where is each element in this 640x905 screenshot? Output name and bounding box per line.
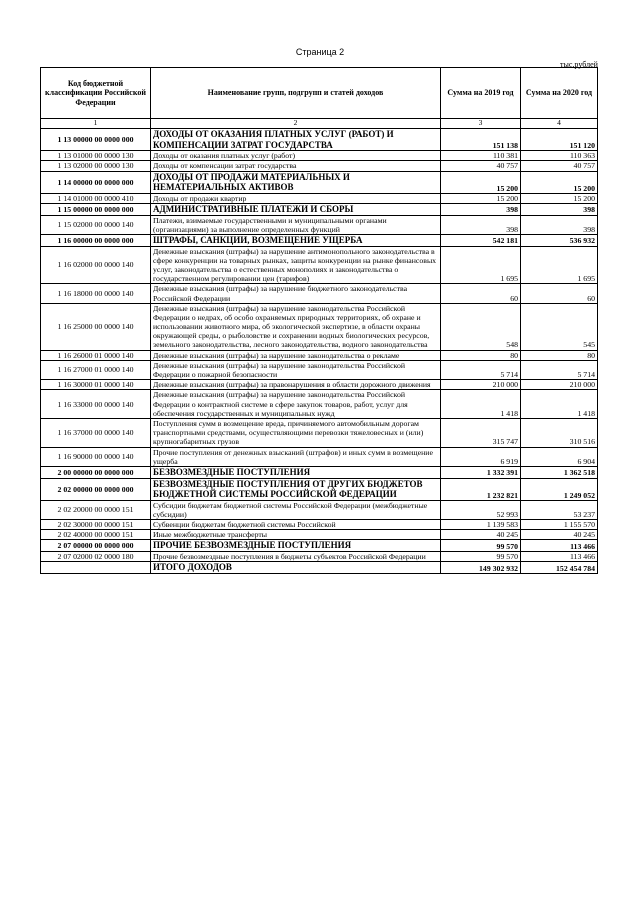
row-code: 1 16 30000 01 0000 140: [41, 380, 151, 390]
table-row: [41, 562, 598, 574]
row-code: 2 07 00000 00 0000 000: [41, 540, 151, 552]
row-sum-2019: 5 714: [441, 360, 521, 379]
row-name: Платежи, взимаемые государственными и муниципальными органами (организациями) за выполнение определенных функций: [151, 215, 441, 234]
row-name: Доходы от оказания платных услуг (работ): [151, 151, 441, 161]
row-code: [41, 562, 151, 574]
row-name: Прочие безвозмездные поступления в бюджеты субъектов Российской Федерации: [151, 552, 441, 562]
row-name: Субвенции бюджетам бюджетной системы Российской: [151, 520, 441, 530]
row-name: Поступления сумм в возмещение вреда, причиняемого автомобильным дорогам транспортными средствами, осуществляющими перевозки тяжеловесных и (или) крупногабаритных грузов: [151, 418, 441, 447]
row-sum-2019: 149 302 932: [441, 562, 521, 574]
row-name: Прочие поступления от денежных взысканий (штрафов) и иных сумм в возмещение ущерба: [151, 447, 441, 466]
row-sum-2019: 1 232 821: [441, 478, 521, 500]
row-sum-2019: 15 200: [441, 193, 521, 203]
row-sum-2019: 398: [441, 215, 521, 234]
table-row: [41, 447, 598, 466]
row-code: 2 02 40000 00 0000 151: [41, 530, 151, 540]
row-code: 1 16 00000 00 0000 000: [41, 234, 151, 246]
row-sum-2019: 40 757: [441, 161, 521, 171]
row-name: Доходы от компенсации затрат государства: [151, 161, 441, 171]
row-name: Денежные взыскания (штрафы) за нарушение законодательства Российской Федерации о недрах, об особо охраняемых природных территориях, об охране и использовании животного мира, об экологической экспертизе, в области охраны окружающей среды, о рыболовстве и сохранении водных биологических ресурсов, земельного законодательства, лесного законодательства, водного законодательства: [151, 303, 441, 350]
row-sum-2020: 1 155 570: [521, 520, 598, 530]
table-row: [41, 234, 598, 246]
row-sum-2019: 548: [441, 303, 521, 350]
row-code: 1 16 25000 00 0000 140: [41, 303, 151, 350]
row-sum-2019: 15 200: [441, 171, 521, 193]
row-code: 1 13 00000 00 0000 000: [41, 129, 151, 151]
table-row: [41, 193, 598, 203]
row-name: АДМИНИСТРАТИВНЫЕ ПЛАТЕЖИ И СБОРЫ: [151, 204, 441, 216]
row-name: ДОХОДЫ ОТ ОКАЗАНИЯ ПЛАТНЫХ УСЛУГ (РАБОТ) И КОМПЕНСАЦИИ ЗАТРАТ ГОСУДАРСТВА: [151, 129, 441, 151]
row-sum-2020: 545: [521, 303, 598, 350]
page-label: Страница 2: [295, 47, 345, 57]
row-code: 2 02 30000 00 0000 151: [41, 520, 151, 530]
table-body: [41, 129, 598, 574]
table-row: [41, 530, 598, 540]
table-row: [41, 350, 598, 360]
row-sum-2020: 1 249 052: [521, 478, 598, 500]
row-sum-2019: 6 919: [441, 447, 521, 466]
table-row: [41, 390, 598, 419]
row-code: 1 16 33000 00 0000 140: [41, 390, 151, 419]
row-sum-2020: 1 695: [521, 246, 598, 284]
row-sum-2020: 113 466: [521, 540, 598, 552]
unit-label: тыс.рублей: [560, 60, 598, 69]
row-code: 2 02 20000 00 0000 151: [41, 500, 151, 519]
row-name: БЕЗВОЗМЕЗДНЫЕ ПОСТУПЛЕНИЯ ОТ ДРУГИХ БЮДЖЕТОВ БЮДЖЕТНОЙ СИСТЕМЫ РОССИЙСКОЙ ФЕДЕРАЦИИ: [151, 478, 441, 500]
row-sum-2020: 113 466: [521, 552, 598, 562]
table-row: [41, 500, 598, 519]
table-row: [41, 418, 598, 447]
row-sum-2020: 310 516: [521, 418, 598, 447]
row-code: 1 13 01000 00 0000 130: [41, 151, 151, 161]
row-sum-2019: 1 139 583: [441, 520, 521, 530]
row-name: БЕЗВОЗМЕЗДНЫЕ ПОСТУПЛЕНИЯ: [151, 466, 441, 478]
table-header-row: [41, 68, 598, 119]
row-sum-2020: 152 454 784: [521, 562, 598, 574]
row-name: ПРОЧИЕ БЕЗВОЗМЕЗДНЫЕ ПОСТУПЛЕНИЯ: [151, 540, 441, 552]
header-sum-2020: Сумма на 2020 год: [521, 68, 598, 119]
row-sum-2020: 1 418: [521, 390, 598, 419]
row-sum-2020: 210 000: [521, 380, 598, 390]
row-sum-2020: 60: [521, 284, 598, 303]
row-code: 1 15 00000 00 0000 000: [41, 204, 151, 216]
row-sum-2020: 398: [521, 204, 598, 216]
row-sum-2020: 53 237: [521, 500, 598, 519]
header-code: Код бюджетной классификации Российской Федерации: [41, 68, 151, 119]
row-sum-2019: 1 695: [441, 246, 521, 284]
table-row: [41, 246, 598, 284]
row-sum-2019: 99 570: [441, 540, 521, 552]
row-code: 2 02 00000 00 0000 000: [41, 478, 151, 500]
row-name: Денежные взыскания (штрафы) за нарушение бюджетного законодательства Российской Федерации: [151, 284, 441, 303]
row-sum-2020: 40 245: [521, 530, 598, 540]
row-sum-2020: 5 714: [521, 360, 598, 379]
row-sum-2019: 80: [441, 350, 521, 360]
col-index-4: 4: [521, 119, 598, 129]
col-index-1: 1: [41, 119, 151, 129]
table-row: [41, 466, 598, 478]
table-row: [41, 151, 598, 161]
row-code: 1 16 02000 00 0000 140: [41, 246, 151, 284]
row-sum-2019: 1 418: [441, 390, 521, 419]
row-sum-2020: 6 904: [521, 447, 598, 466]
table-row: [41, 552, 598, 562]
table-row: [41, 284, 598, 303]
revenue-table: [40, 67, 598, 574]
row-name: Денежные взыскания (штрафы) за правонарушения в области дорожного движения: [151, 380, 441, 390]
row-sum-2019: 60: [441, 284, 521, 303]
header-name: Наименование групп, подгрупп и статей доходов: [151, 68, 441, 119]
row-code: 1 15 02000 00 0000 140: [41, 215, 151, 234]
table-row: [41, 520, 598, 530]
row-code: 2 00 00000 00 0000 000: [41, 466, 151, 478]
row-code: 1 16 90000 00 0000 140: [41, 447, 151, 466]
row-name: Денежные взыскания (штрафы) за нарушение законодательства Российской Федерации о пожарной безопасности: [151, 360, 441, 379]
table-row: [41, 380, 598, 390]
col-index-3: 3: [441, 119, 521, 129]
row-code: 1 16 27000 01 0000 140: [41, 360, 151, 379]
row-sum-2019: 151 138: [441, 129, 521, 151]
row-sum-2020: 40 757: [521, 161, 598, 171]
column-index-row: [41, 119, 598, 129]
row-sum-2020: 15 200: [521, 171, 598, 193]
row-sum-2020: 536 932: [521, 234, 598, 246]
table-row: [41, 303, 598, 350]
row-name: Иные межбюджетные трансферты: [151, 530, 441, 540]
row-sum-2019: 1 332 391: [441, 466, 521, 478]
row-name: Денежные взыскания (штрафы) за нарушение законодательства Российской Федерации о контрактной системе в сфере закупок товаров, работ, услуг для обеспечения государственных и муниципальных нужд: [151, 390, 441, 419]
table-row: [41, 540, 598, 552]
row-sum-2019: 542 181: [441, 234, 521, 246]
header-sum-2019: Сумма на 2019 год: [441, 68, 521, 119]
row-name: Доходы от продажи квартир: [151, 193, 441, 203]
table-row: [41, 360, 598, 379]
row-name: Денежные взыскания (штрафы) за нарушение антимонопольного законодательства в сфере конкуренции на товарных рынках, защиты конкуренции на рынке финансовых услуг, законодательства о естественных монополиях и законодательства о государственном регулировании цен (тарифов): [151, 246, 441, 284]
row-code: 1 14 00000 00 0000 000: [41, 171, 151, 193]
table-row: [41, 478, 598, 500]
row-sum-2020: 80: [521, 350, 598, 360]
row-name: Субсидии бюджетам бюджетной системы Российской Федерации (межбюджетные субсидии): [151, 500, 441, 519]
row-sum-2020: 151 120: [521, 129, 598, 151]
table-row: [41, 171, 598, 193]
col-index-2: 2: [151, 119, 441, 129]
table-row: [41, 204, 598, 216]
row-code: 1 13 02000 00 0000 130: [41, 161, 151, 171]
row-code: 2 07 02000 02 0000 180: [41, 552, 151, 562]
row-sum-2020: 398: [521, 215, 598, 234]
row-sum-2020: 15 200: [521, 193, 598, 203]
row-sum-2019: 315 747: [441, 418, 521, 447]
row-sum-2020: 110 363: [521, 151, 598, 161]
row-name: ДОХОДЫ ОТ ПРОДАЖИ МАТЕРИАЛЬНЫХ И НЕМАТЕРИАЛЬНЫХ АКТИВОВ: [151, 171, 441, 193]
table-row: [41, 215, 598, 234]
row-name: ИТОГО ДОХОДОВ: [151, 562, 441, 574]
row-code: 1 16 18000 00 0000 140: [41, 284, 151, 303]
row-sum-2019: 52 993: [441, 500, 521, 519]
row-name: ШТРАФЫ, САНКЦИИ, ВОЗМЕЩЕНИЕ УЩЕРБА: [151, 234, 441, 246]
table-row: [41, 161, 598, 171]
row-sum-2019: 40 245: [441, 530, 521, 540]
row-name: Денежные взыскания (штрафы) за нарушение законодательства о рекламе: [151, 350, 441, 360]
row-sum-2019: 210 000: [441, 380, 521, 390]
row-code: 1 16 37000 00 0000 140: [41, 418, 151, 447]
row-code: 1 16 26000 01 0000 140: [41, 350, 151, 360]
row-sum-2019: 398: [441, 204, 521, 216]
table-row: [41, 129, 598, 151]
row-sum-2019: 110 381: [441, 151, 521, 161]
row-code: 1 14 01000 00 0000 410: [41, 193, 151, 203]
row-sum-2020: 1 362 518: [521, 466, 598, 478]
row-sum-2019: 99 570: [441, 552, 521, 562]
